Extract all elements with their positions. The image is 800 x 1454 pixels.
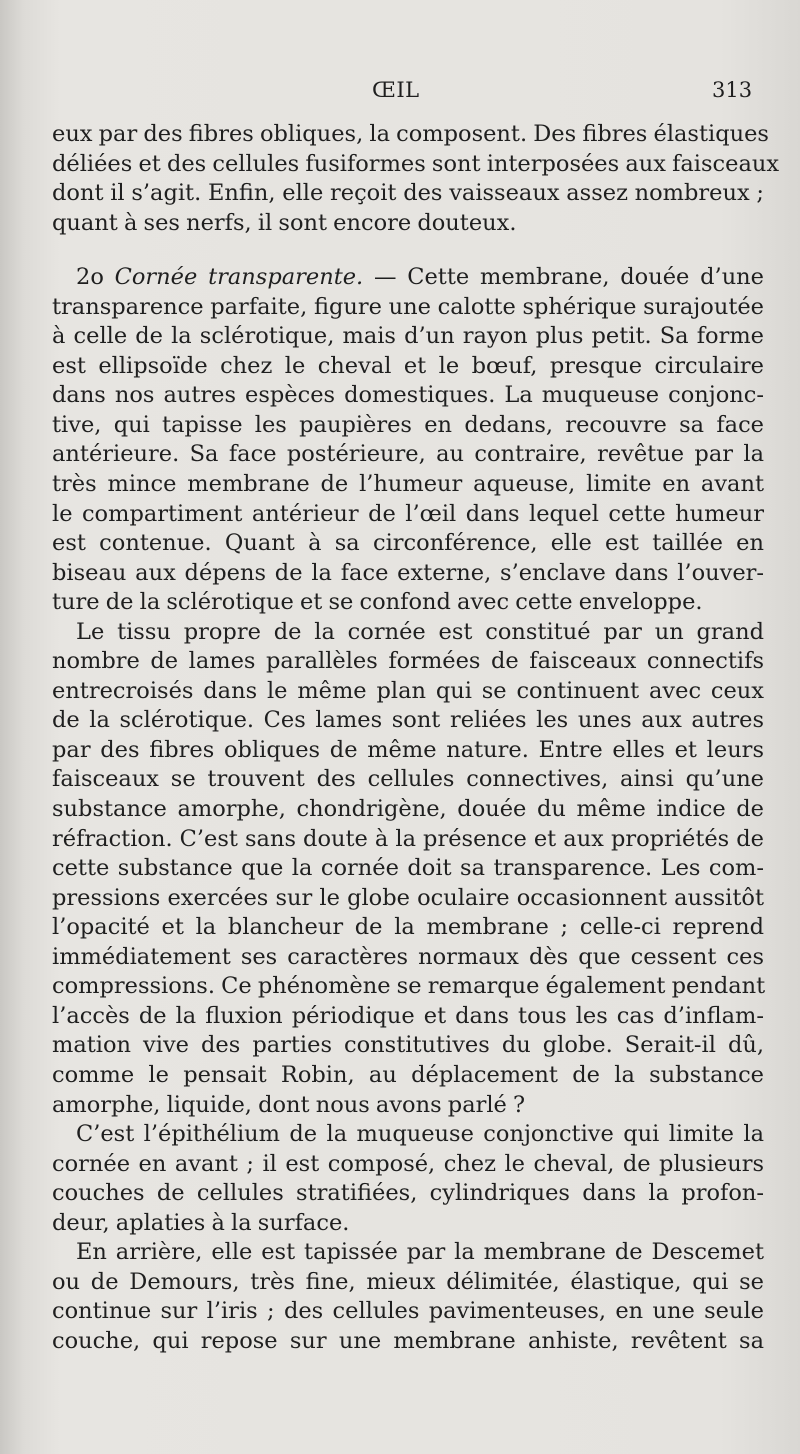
section-heading-line	[52, 263, 764, 293]
section-heading-rest: — Cette membrane, douée d’une	[363, 264, 764, 291]
text-line: amorphe, liquide, dont nous avons parlé ?	[52, 1091, 526, 1118]
text-line: entrecroisés dans le même plan qui se continuent avec ceux	[52, 677, 764, 704]
body-text	[52, 120, 780, 1356]
text-line: à celle de la sclérotique, mais d’un rayon plus petit. Sa forme	[52, 323, 764, 350]
text-line: par des fibres obliques de même nature. Entre elles et leurs	[52, 736, 764, 763]
text-line: continue sur l’iris ; des cellules pavimenteuses, en une seule	[52, 1298, 764, 1325]
text-line: cette substance que la cornée doit sa transparence. Les com-	[52, 855, 764, 882]
text-line: eux par des fibres obliques, la composent. Des fibres élastiques	[52, 121, 769, 147]
text-line: dont il s’agit. Enfin, elle reçoit des vaisseaux assez nombreux ;	[52, 180, 764, 207]
text-line: ture de la sclérotique et se confond avec cette enveloppe.	[52, 589, 703, 616]
text-line: le compartiment antérieur de l’œil dans lequel cette humeur	[52, 500, 764, 527]
text-line: immédiatement ses caractères normaux dès que cessent ces	[52, 943, 764, 970]
text-line: biseau aux dépens de la face externe, s’enclave dans l’ouver-	[52, 559, 764, 586]
text-line: nombre de lames parallèles formées de faisceaux connectifs	[52, 648, 764, 675]
running-title: ŒIL	[372, 78, 420, 102]
text-line: est ellipsoïde chez le cheval et le bœuf, presque circulaire	[52, 352, 764, 379]
text-line: l’opacité et la blancheur de la membrane ; celle-ci reprend	[52, 914, 764, 941]
text-line: couches de cellules stratifiées, cylindriques dans la profon-	[52, 1180, 764, 1207]
text-line: est contenue. Quant à sa circonférence, elle est taillée en	[52, 530, 764, 557]
text-line: transparence parfaite, figure une calotte sphérique surajoutée	[52, 293, 764, 320]
text-line: cornée en avant ; il est composé, chez le cheval, de plusieurs	[52, 1150, 764, 1177]
text-line: de la sclérotique. Ces lames sont reliées les unes aux autres	[52, 707, 764, 734]
section-number: 2o	[76, 264, 104, 291]
text-line: compressions. Ce phénomène se remarque également pendant	[52, 973, 766, 1000]
text-line: tive, qui tapisse les paupières en dedans, recouvre sa face	[52, 411, 764, 438]
text-line: substance amorphe, chondrigène, douée du même indice de	[52, 796, 764, 823]
text-line: déliées et des cellules fusiformes sont interposées aux faisceaux	[52, 150, 780, 177]
text-line: Le tissu propre de la cornée est constitué par un grand	[76, 618, 764, 645]
text-line: dans nos autres espèces domestiques. La muqueuse conjonc-	[52, 382, 764, 409]
text-line: réfraction. C’est sans doute à la présence et aux propriétés de	[52, 825, 764, 852]
text-line: couche, qui repose sur une membrane anhiste, revêtent sa	[52, 1327, 764, 1354]
text-line: pressions exercées sur le globe oculaire occasionnent aussitôt	[52, 884, 764, 911]
section-title: Cornée transparente.	[114, 264, 364, 291]
page-header	[0, 78, 800, 108]
text-line: faisceaux se trouvent des cellules connectives, ainsi qu’une	[52, 766, 764, 793]
text-line: antérieure. Sa face postérieure, au contraire, revêtue par la	[52, 441, 764, 468]
paragraph-gap	[52, 238, 764, 263]
text-line: comme le pensait Robin, au déplacement de la substance	[52, 1061, 764, 1088]
text-line: En arrière, elle est tapissée par la membrane de Descemet	[76, 1239, 764, 1266]
text-line: ou de Demours, très fine, mieux délimitée, élastique, qui se	[52, 1268, 764, 1295]
text-line: deur, aplaties à la surface.	[52, 1209, 350, 1236]
text-line: quant à ses nerfs, il sont encore douteux.	[52, 209, 517, 236]
page-number: 313	[712, 78, 753, 102]
text-line: mation vive des parties constitutives du globe. Serait-il dû,	[52, 1032, 764, 1059]
text-line: très mince membrane de l’humeur aqueuse, limite en avant	[52, 471, 764, 498]
text-line: C’est l’épithélium de la muqueuse conjonctive qui limite la	[76, 1121, 764, 1148]
text-line: l’accès de la fluxion périodique et dans tous les cas d’inflam-	[52, 1002, 764, 1029]
